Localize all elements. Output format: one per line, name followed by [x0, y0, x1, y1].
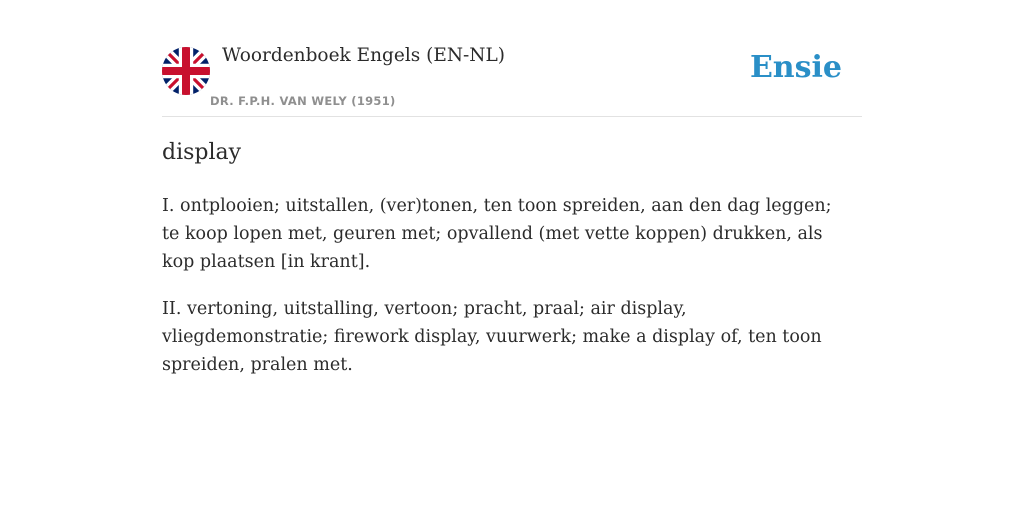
headword: display [162, 140, 242, 165]
uk-flag-icon [162, 47, 210, 95]
ensie-logo-link[interactable]: Ensie [749, 50, 842, 85]
dictionary-author: DR. F.P.H. VAN WELY (1951) [210, 94, 396, 108]
page [162, 0, 862, 375]
definition-2: II. vertoning, uitstalling, vertoon; pracht, praal; air display, vliegdemonstratie; firework display, vuurwerk; make a display of, ten toon spreiden, pralen met. [162, 299, 822, 375]
dictionary-title[interactable]: Woordenboek Engels (EN-NL) [222, 45, 505, 66]
dictionary-header [162, 0, 862, 117]
definition-1: I. ontplooien; uitstallen, (ver)tonen, ten toon spreiden, aan den dag leggen; te koop lopen met, geuren met; opvallend (met vette koppen) drukken, als kop plaatsen [in krant]. [162, 196, 832, 272]
